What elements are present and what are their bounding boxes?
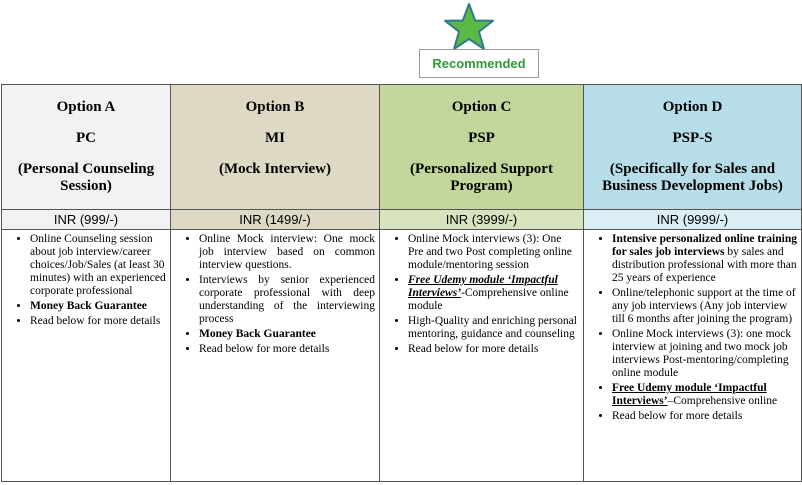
feature-list <box>2 233 166 328</box>
list-item: • Online Mock interviews (3): One Pre and two Post completing online module/mentoring session <box>408 233 579 272</box>
option-title: Option B <box>245 99 305 115</box>
features-row <box>2 230 802 482</box>
option-title: Option C <box>451 99 512 115</box>
features-c <box>380 230 584 482</box>
feature-list <box>584 233 797 423</box>
list-item: • Online/telephonic support at the time of any job interviews (Any job interview till 6 months after joining the program) <box>612 287 797 326</box>
list-item: • Money Back Guarantee <box>199 328 375 341</box>
list-item-text: -Comprehensive online module <box>408 287 569 312</box>
list-item <box>408 274 579 313</box>
list-item-text: by sales and distribution professional with more than 25 years of experience <box>612 246 797 284</box>
price-row <box>2 210 802 230</box>
list-item: • High-Quality and enriching personal mentoring, guidance and counseling <box>408 315 579 341</box>
plan-header-row <box>2 85 802 210</box>
udemy-module-link[interactable]: Free Udemy module ‘Impactful Interviews’ <box>612 382 767 407</box>
list-item: • Read below for more details <box>612 410 797 423</box>
price-b: INR (1499/-) <box>171 210 380 230</box>
option-title: Option D <box>662 99 723 115</box>
plans-table <box>1 84 802 482</box>
option-c-header <box>380 85 584 210</box>
list-item-bold: Intensive personalized online training for sales job interviews <box>612 233 797 258</box>
list-item: • Read below for more details <box>408 343 579 356</box>
features-a <box>2 230 171 482</box>
option-code: MI <box>265 130 285 146</box>
list-item: • Interviews by senior experienced corporate professional with deep understanding of the interviewing process <box>199 274 375 326</box>
option-title: Option A <box>56 99 116 115</box>
list-item: • Online Counseling session about job interview/career choices/Job/Sales (at least 30 minutes) with an experienced corporate professional <box>30 233 166 298</box>
option-b-header <box>171 85 380 210</box>
udemy-module-link[interactable]: Free Udemy module ‘Impactful Interviews’ <box>408 274 558 299</box>
option-a-header <box>2 85 171 210</box>
recommended-badge: Recommended <box>419 49 539 78</box>
feature-list <box>171 233 375 356</box>
list-item: • Online Mock interview: One mock job interview based on common interview questions. <box>199 233 375 272</box>
list-item-text: –Comprehensive online <box>667 395 778 407</box>
option-name: (Personalized Support Program) <box>410 161 553 194</box>
features-b <box>171 230 380 482</box>
list-item: • Online Mock interviews (3): one mock interview at joining and two mock job interviews Post-mentoring/completing online module <box>612 328 797 380</box>
list-item: • Read below for more details <box>30 315 166 328</box>
list-item: • Money Back Guarantee <box>30 300 166 313</box>
price-c: INR (3999/-) <box>380 210 584 230</box>
list-item: • Read below for more details <box>199 343 375 356</box>
option-d-header <box>584 85 802 210</box>
option-code: PSP-S <box>672 130 713 146</box>
option-name: (Personal Counseling Session) <box>17 161 155 194</box>
features-d <box>584 230 802 482</box>
list-item <box>612 382 797 408</box>
option-code: PSP <box>468 130 495 146</box>
option-name: (Mock Interview) <box>218 161 332 177</box>
price-a: INR (999/-) <box>2 210 171 230</box>
option-name: (Specifically for Sales and Business Development Jobs) <box>602 161 783 194</box>
option-code: PC <box>76 130 96 146</box>
list-item <box>612 233 797 285</box>
price-d: INR (9999/-) <box>584 210 802 230</box>
feature-list <box>380 233 579 356</box>
star-icon <box>443 2 495 52</box>
